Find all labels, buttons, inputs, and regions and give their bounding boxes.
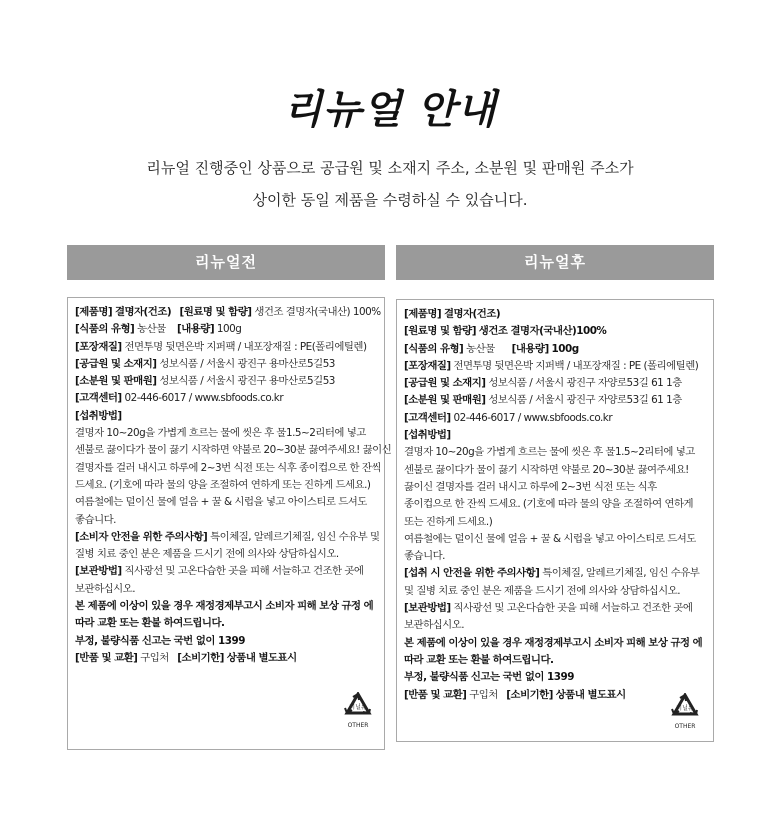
- storage-line-1: 직사광선 및 고온다습한 곳을 피해 서늘하고 건조한 곳에: [453, 602, 693, 615]
- intake-line-4: 드세요. (기호에 따라 물의 양을 조절하여 연하게 또는 진하게 드세요.): [75, 478, 371, 491]
- storage-row: [75, 563, 377, 580]
- type-label: [식품의 유형]: [404, 342, 464, 355]
- intake-line-2: 센불로 끓이다가 물이 끓기 시작하면 약불로 20~30분 끓여주세요!: [404, 463, 689, 476]
- caution-line-2: 질병 치료 중인 분은 제품을 드시기 전에 의사와 상담하십시오.: [75, 548, 339, 561]
- pack-value: 전면투명 뒷면은박 지퍼팩 / 내포장재질 : PE(폴리에틸렌): [124, 340, 367, 353]
- intake-line-1: 결명자 10~20g을 가볍게 흐르는 물에 씻은 후 물1.5~2리터에 넣고: [75, 427, 366, 440]
- intake-line-7: 좋습니다.: [404, 550, 445, 563]
- ingredient-value: 생건조 결명자(국내산)100%: [478, 325, 607, 338]
- seller-value: 성보식품 / 서울시 광진구 자양로53길 61 1층: [488, 394, 682, 407]
- intro-line-2: 상이한 동일 제품을 수령하실 수 있습니다.: [252, 191, 528, 209]
- page-title: 리뉴얼 안내: [283, 87, 497, 133]
- exchange-value: 구입처: [140, 651, 169, 664]
- product-row: [404, 306, 706, 323]
- product-value: 결명자(건조): [443, 308, 501, 320]
- supplier-value: 성보식품 / 서울시 광진구 용마산로5길53: [159, 357, 335, 370]
- supplier-row: [75, 356, 377, 373]
- intake-line-4: 종이컵으로 한 잔씩 드세요. (기호에 따라 물의 양을 조절하여 연하게: [404, 498, 694, 511]
- caution-row: [404, 565, 706, 582]
- product-label: [제품명]: [75, 306, 113, 318]
- cs-value: 02-446-6017 / www.sbfoods.co.kr: [124, 392, 284, 405]
- recycle-mark: [338, 692, 378, 734]
- intake-line-5: 또는 진하게 드세요.): [404, 515, 493, 528]
- seller-row: [404, 392, 706, 409]
- pack-label: [포장재질]: [75, 340, 122, 353]
- volume-value: 100g: [551, 342, 579, 355]
- exchange-label: [반품 및 교환]: [404, 688, 467, 701]
- intake-line-3: 결명자를 걸러 내시고 하루에 2~3번 식전 또는 식후 종이컵으로 한 잔씩: [75, 461, 381, 474]
- intro-line-1: 리뉴얼 진행중인 상품으로 공급원 및 소재지 주소, 소분원 및 판매원 주소가: [146, 159, 634, 177]
- recycle-mark-text: 비닐류: [676, 705, 694, 712]
- storage-line-2: 보관하십시오.: [75, 582, 136, 595]
- storage-row: [404, 600, 706, 617]
- recycle-sub: OTHER: [674, 723, 696, 730]
- notice-line-2: 따라 교환 또는 환불 하여드립니다.: [404, 653, 554, 666]
- exchange-row: [75, 650, 377, 667]
- caution-line-2: 및 질병 치료 중인 분은 제품을 드시기 전에 의사와 상담하십시오.: [404, 584, 680, 597]
- report-line: 부정, 불량식품 신고는 국번 없이 1399: [404, 671, 574, 684]
- type-value: 농산물: [466, 342, 495, 355]
- pack-value: 전면투명 뒷면은박 지퍼백 / 내포장재질 : PE (폴리에틸렌): [453, 359, 699, 372]
- storage-line-2: 보관하십시오.: [404, 619, 465, 632]
- pack-row: [75, 339, 377, 356]
- intake-label: [섭취방법]: [404, 429, 451, 442]
- intake-line-2: 센불로 끓이다가 물이 끓기 시작하면 약불로 20~30분 끓여주세요! 끓이신: [75, 444, 392, 457]
- supplier-value: 성보식품 / 서울시 광진구 자양로53길 61 1층: [488, 377, 682, 390]
- seller-value: 성보식품 / 서울시 광진구 용마산로5길53: [159, 375, 335, 388]
- type-row: [404, 341, 706, 358]
- cs-label: [고객센터]: [404, 411, 451, 424]
- supplier-row: [404, 375, 706, 392]
- before-header: 리뉴얼전: [67, 245, 385, 280]
- cs-label: [고객센터]: [75, 392, 122, 405]
- seller-label: [소분원 및 판매원]: [404, 394, 486, 407]
- supplier-label: [공급원 및 소재지]: [75, 357, 157, 370]
- storage-label: [보관방법]: [404, 602, 451, 615]
- caution-label: [섭취 시 안전을 위한 주의사항]: [404, 567, 540, 580]
- exchange-label: [반품 및 교환]: [75, 651, 138, 664]
- before-label-panel: [67, 297, 392, 750]
- ingredient-label: [원료명 및 함량]: [404, 325, 476, 338]
- expiry-value: 상품내 별도표시: [555, 688, 626, 701]
- recycle-mark: [665, 693, 705, 735]
- intake-line-5: 여름철에는 덜이신 물에 얼음 + 꿀 & 시럽을 넣고 아이스티로 드셔도: [75, 496, 367, 509]
- report-line: 부정, 불량식품 신고는 국번 없이 1399: [75, 634, 245, 647]
- volume-label: [내용량]: [511, 342, 549, 355]
- exchange-row: [404, 687, 706, 704]
- cs-row: [404, 410, 706, 427]
- intake-label: [섭취방법]: [75, 409, 122, 422]
- pack-label: [포장재질]: [404, 359, 451, 372]
- recycle-icon: [341, 692, 375, 722]
- recycle-mark-text: 비닐류: [349, 704, 367, 711]
- type-label: [식품의 유형]: [75, 323, 135, 336]
- intake-line-1: 결명자 10~20g을 가볍게 흐르는 물에 씻은 후 물1.5~2리터에 넣고: [404, 446, 695, 459]
- caution-line-1: 특이체질, 알레르기체질, 임신 수유부 및: [210, 530, 380, 543]
- expiry-label: [소비기한]: [177, 651, 224, 664]
- supplier-label: [공급원 및 소재지]: [404, 377, 486, 390]
- expiry-value: 상품내 별도표시: [226, 651, 297, 664]
- volume-label: [내용량]: [176, 323, 215, 336]
- cs-row: [75, 390, 377, 407]
- seller-row: [75, 373, 377, 390]
- after-label-panel: [396, 299, 714, 742]
- type-value: 농산물: [137, 323, 166, 336]
- storage-line-1: 직사광선 및 고온다습한 곳을 피해 서늘하고 건조한 곳에: [124, 565, 364, 578]
- recycle-sub: OTHER: [347, 722, 369, 729]
- after-header: 리뉴얼후: [396, 245, 714, 280]
- ingredient-value: 생건조 결명자(국내산) 100%: [254, 306, 381, 318]
- pack-row: [404, 358, 706, 375]
- ingredient-row: [404, 323, 706, 340]
- cs-value: 02-446-6017 / www.sbfoods.co.kr: [453, 411, 613, 424]
- intake-line-3: 끓이신 결명자를 걸러 내시고 하루에 2~3번 식전 또는 식후: [404, 480, 657, 493]
- caution-line-1: 특이체질, 알레르기체질, 임신 수유부: [542, 567, 700, 580]
- exchange-value: 구입처: [469, 688, 498, 701]
- notice-line-1: 본 제품에 이상이 있을 경우 재정경제부고시 소비자 피해 보상 규정 에: [75, 600, 374, 613]
- seller-label: [소분원 및 판매원]: [75, 375, 157, 388]
- storage-label: [보관방법]: [75, 565, 122, 578]
- product-label: [제품명]: [404, 308, 442, 320]
- product-row: [75, 304, 381, 321]
- caution-row: [75, 529, 380, 546]
- caution-label: [소비자 안전을 위한 주의사항]: [75, 530, 208, 543]
- recycle-icon: [668, 693, 702, 723]
- product-value: 결명자(건조): [114, 306, 172, 318]
- volume-value: 100g: [216, 323, 242, 336]
- type-row: [75, 321, 377, 338]
- ingredient-label: [원료명 및 함량]: [179, 306, 252, 318]
- notice-line-1: 본 제품에 이상이 있을 경우 재정경제부고시 소비자 피해 보상 규정 에: [404, 636, 703, 649]
- intake-line-6: 여름철에는 덜이신 물에 얼음 + 꿀 & 시럽을 넣고 아이스티로 드셔도: [404, 532, 696, 545]
- notice-line-2: 따라 교환 또는 환불 하여드립니다.: [75, 617, 225, 630]
- expiry-label: [소비기한]: [506, 688, 553, 701]
- intake-line-6: 좋습니다.: [75, 513, 116, 526]
